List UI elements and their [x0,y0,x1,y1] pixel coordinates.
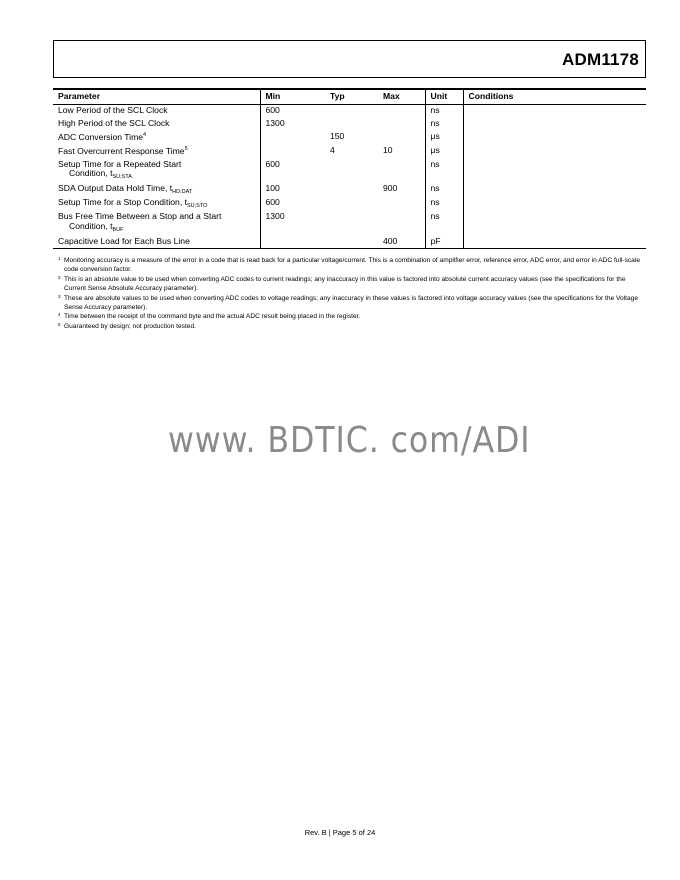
footnotes [58,256,643,331]
typ-cell [325,105,378,118]
footnote-number: 1 [58,256,61,261]
param-cell [53,105,260,118]
param-cell [53,159,260,183]
param-text: Capacitive Load for Each Bus Line [58,235,190,246]
footnote-number: 5 [58,321,61,327]
min-cell [260,236,325,249]
param-cell [53,118,260,131]
col-header-max: Max [378,89,425,105]
min-cell: 100 [260,183,325,197]
typ-cell: 150 [330,130,345,141]
unit-cell: ns [425,118,463,131]
conditions-cell [463,183,646,197]
table-row [53,105,646,118]
col-header-conditions: Conditions [463,89,646,105]
col-header-unit: Unit [425,89,463,105]
min-cell [260,145,325,159]
footnote-ref: 4 [143,131,147,138]
min-cell [260,131,325,145]
param-cell [53,211,260,235]
min-cell: 1300 [260,211,325,235]
footnote-text: Guaranteed by design; not production tested. [64,322,196,330]
footnote-text: Time between the receipt of the command byte and the actual ADC result being placed in the register. [64,313,361,321]
param-subscript: SU;STO [186,203,208,209]
conditions-cell [463,211,646,235]
param-text: Setup Time for a Stop Condition, t [58,197,187,207]
footnote-number: 3 [58,293,61,299]
param-cell [53,236,260,249]
conditions-cell [463,197,646,211]
typ-cell [325,197,378,211]
min-cell: 600 [260,197,325,211]
typ-cell [325,118,378,131]
col-header-typ: Typ [325,89,378,105]
typ-cell [325,211,378,235]
typ-cell [325,236,378,249]
max-cell [378,131,425,145]
param-text-2: Condition, t [69,168,113,179]
conditions-cell [463,145,646,159]
part-number: ADM1178 [562,50,639,69]
conditions-cell [463,131,646,145]
max-cell [378,211,425,235]
param-text-2: Condition, t [69,221,113,232]
param-subscript: SU;STA [112,174,132,181]
page-header [53,40,646,78]
param-text: Setup Time for a Repeated Start [58,158,182,169]
max-cell [378,105,425,118]
table-row [53,131,646,145]
max-cell [378,159,425,183]
col-header-parameter: Parameter [53,89,260,105]
param-text: Fast Overcurrent Response Time [58,145,185,156]
min-cell: 600 [260,159,325,183]
table-row [53,183,646,197]
typ-cell [325,159,378,183]
footnote-ref: 5 [184,145,188,152]
footnote [58,322,643,331]
max-cell [378,197,425,211]
unit-cell: ns [425,183,463,197]
col-header-min: Min [260,89,325,105]
table-row [53,197,646,211]
footnote-text: This is an absolute value to be used when converting ADC codes to current readings; any inaccuracy in this value is factored into absolute current accuracy values (see the specifications for the Current Sense Absolute Accuracy parameter). [64,275,626,293]
min-cell: 1300 [260,118,325,131]
min-cell: 600 [260,105,325,118]
max-cell [378,118,425,131]
conditions-cell [463,236,646,249]
param-continuation [58,169,256,180]
watermark-text: www. BDTIC. com/ADI [168,420,531,461]
param-text: ADC Conversion Time [58,131,144,142]
table-body [53,105,646,249]
unit-cell: pF [425,236,463,249]
typ-cell: 4 [330,144,335,155]
conditions-cell [463,159,646,183]
conditions-cell [463,105,646,118]
unit-cell: ns [425,105,463,118]
footnote [58,275,643,294]
param-subscript: HD;DAT [172,188,193,195]
typ-cell [325,183,378,197]
param-text: High Period of the SCL Clock [58,117,170,128]
param-text: SDA Output Data Hold Time, t [58,182,173,193]
footnote [58,256,643,275]
max-cell: 400 [378,236,425,249]
unit-cell: μs [425,145,463,159]
footnote [58,294,643,313]
table-row [53,211,646,235]
param-subscript: BUF [112,227,124,234]
footnote-number: 4 [58,312,61,318]
unit-cell: μs [425,131,463,145]
param-text: Bus Free Time Between a Stop and a Start [58,211,222,222]
conditions-cell [463,118,646,131]
param-cell [53,183,260,197]
table-row [53,236,646,249]
table-row [53,118,646,131]
table-header-row [53,89,646,105]
param-continuation [58,222,256,233]
param-cell [53,131,260,145]
unit-cell: ns [425,197,463,211]
footnote [58,312,643,321]
timing-spec-table [53,88,646,249]
max-cell: 10 [383,144,393,155]
unit-cell: ns [425,159,463,183]
param-text: Low Period of the SCL Clock [58,105,168,115]
footnote-number: 2 [58,274,61,280]
footnote-text: Monitoring accuracy is a measure of the error in a code that is read back for a particular voltage/current. This is a combination of amplifier error, reference error, ADC error, and error in ADC full-scale code conversion factor. [64,257,640,274]
param-cell [53,145,260,159]
table-row [53,145,646,159]
param-cell [53,197,260,211]
unit-cell: ns [425,211,463,235]
page-footer: Rev. B | Page 5 of 24 [304,828,376,837]
table-row [53,159,646,183]
footnote-text: These are absolute values to be used when converting ADC codes to voltage readings; any inaccuracy in these values is factored into voltage accuracy values (see the specifications for the Voltage Sense Accuracy parameter). [64,294,638,312]
max-cell: 900 [383,182,398,193]
